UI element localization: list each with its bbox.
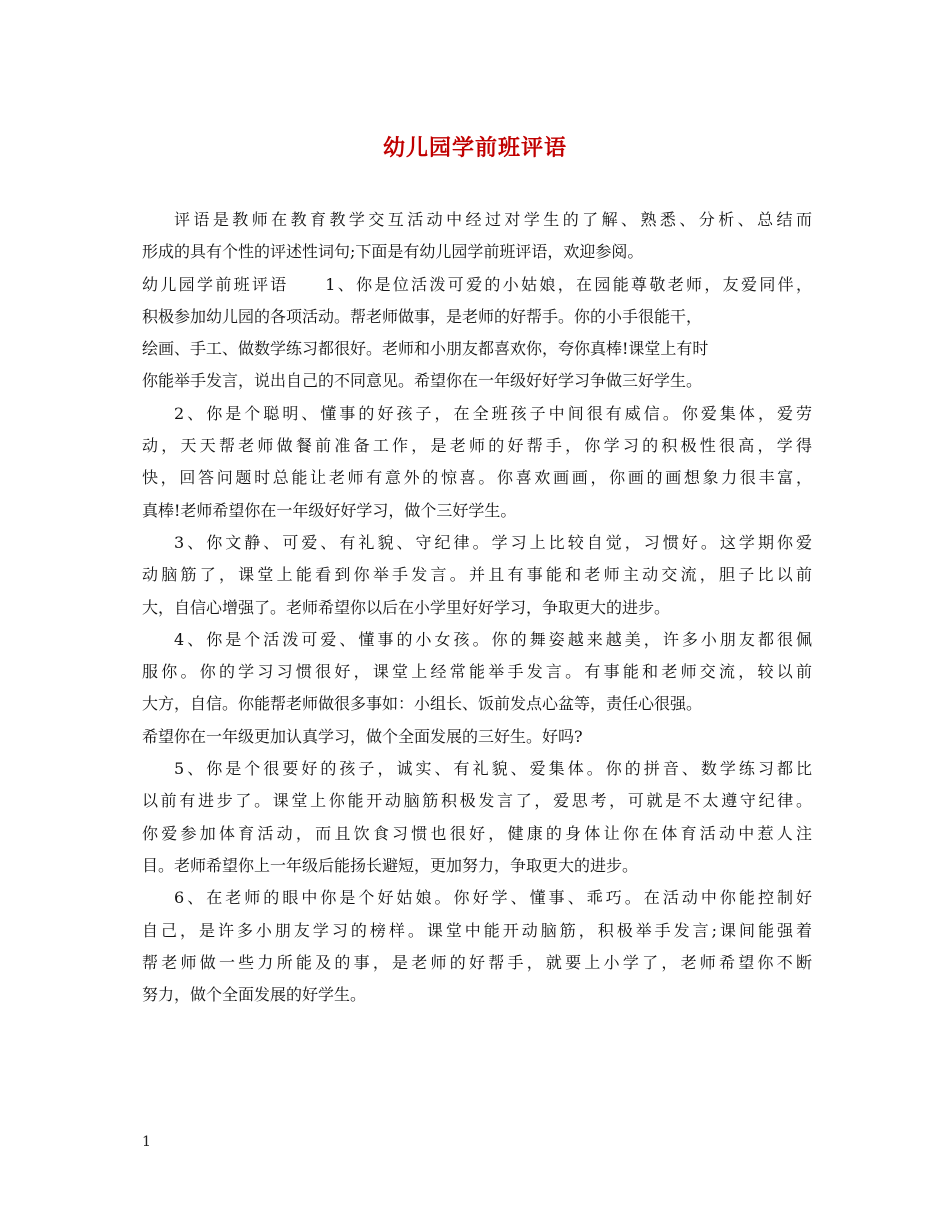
document-body — [142, 204, 812, 1011]
text-line: 动，天天帮老师做餐前准备工作，是老师的好帮手，你学习的积极性很高，学得 — [142, 436, 812, 456]
text-line: 形成的具有个性的评述性词句;下面是有幼儿园学前班评语，欢迎参阅。 — [142, 242, 644, 262]
text-line: 真棒!老师希望你在一年级好好学习，做个三好学生。 — [142, 500, 517, 520]
text-line: 绘画、手工、做数学练习都很好。老师和小朋友都喜欢你，夸你真棒!课堂上有时 — [142, 339, 709, 359]
text-line: 帮老师做一些力所能及的事，是老师的好帮手，就要上小学了，老师希望你不断 — [142, 952, 812, 972]
text-line: 4、你是个活泼可爱、懂事的小女孩。你的舞姿越来越美，许多小朋友都很佩 — [174, 629, 812, 649]
text-line: 6、在老师的眼中你是个好姑娘。你好学、懂事、乖巧。在活动中你能控制好 — [174, 888, 812, 908]
text-line: 以前有进步了。课堂上你能开动脑筋积极发言了，爱思考，可就是不太遵守纪律。 — [142, 791, 812, 811]
text-line: 大方，自信。你能帮老师做很多事如：小组长、饭前发点心盆等，责任心很强。 — [142, 694, 703, 714]
text-line: 动脑筋了，课堂上能看到你举手发言。并且有事能和老师主动交流，胆子比以前 — [142, 565, 812, 585]
text-line: 你爱参加体育活动，而且饮食习惯也很好，健康的身体让你在体育活动中惹人注 — [142, 823, 812, 843]
text-line: 大，自信心增强了。老师希望你以后在小学里好好学习，争取更大的进步。 — [142, 597, 671, 617]
text-line: 2、你是个聪明、懂事的好孩子，在全班孩子中间很有威信。你爱集体，爱劳 — [174, 403, 812, 423]
text-line: 幼儿园学前班评语 1、你是位活泼可爱的小姑娘，在园能尊敬老师，友爱同伴， — [142, 274, 812, 294]
text-line: 目。老师希望你上一年级后能扬长避短，更加努力，争取更大的进步。 — [142, 855, 639, 875]
text-line: 服你。你的学习习惯很好，课堂上经常能举手发言。有事能和老师交流，较以前 — [142, 662, 812, 682]
document-title: 幼儿园学前班评语 — [382, 135, 567, 161]
text-line: 自己，是许多小朋友学习的榜样。课堂中能开动脑筋，积极举手发言;课间能强着 — [142, 920, 812, 940]
text-line: 快，回答问题时总能让老师有意外的惊喜。你喜欢画画，你画的画想象力很丰富， — [142, 468, 812, 488]
text-line: 希望你在一年级更加认真学习，做个全面发展的三好生。好吗? — [142, 726, 583, 746]
text-line: 积极参加幼儿园的各项活动。帮老师做事，是老师的好帮手。你的小手很能干， — [142, 306, 703, 326]
text-line: 你能举手发言，说出自己的不同意见。希望你在一年级好好学习争做三好学生。 — [142, 371, 703, 391]
text-line: 努力，做个全面发展的好学生。 — [142, 985, 367, 1005]
text-line: 5、你是个很要好的孩子，诚实、有礼貌、爱集体。你的拼音、数学练习都比 — [174, 759, 812, 779]
text-line: 评语是教师在教育教学交互活动中经过对学生的了解、熟悉、分析、总结而 — [174, 210, 812, 229]
text-line: 3、你文静、可爱、有礼貌、守纪律。学习上比较自觉，习惯好。这学期你爱 — [174, 532, 812, 552]
page-number: 1 — [142, 1134, 151, 1150]
